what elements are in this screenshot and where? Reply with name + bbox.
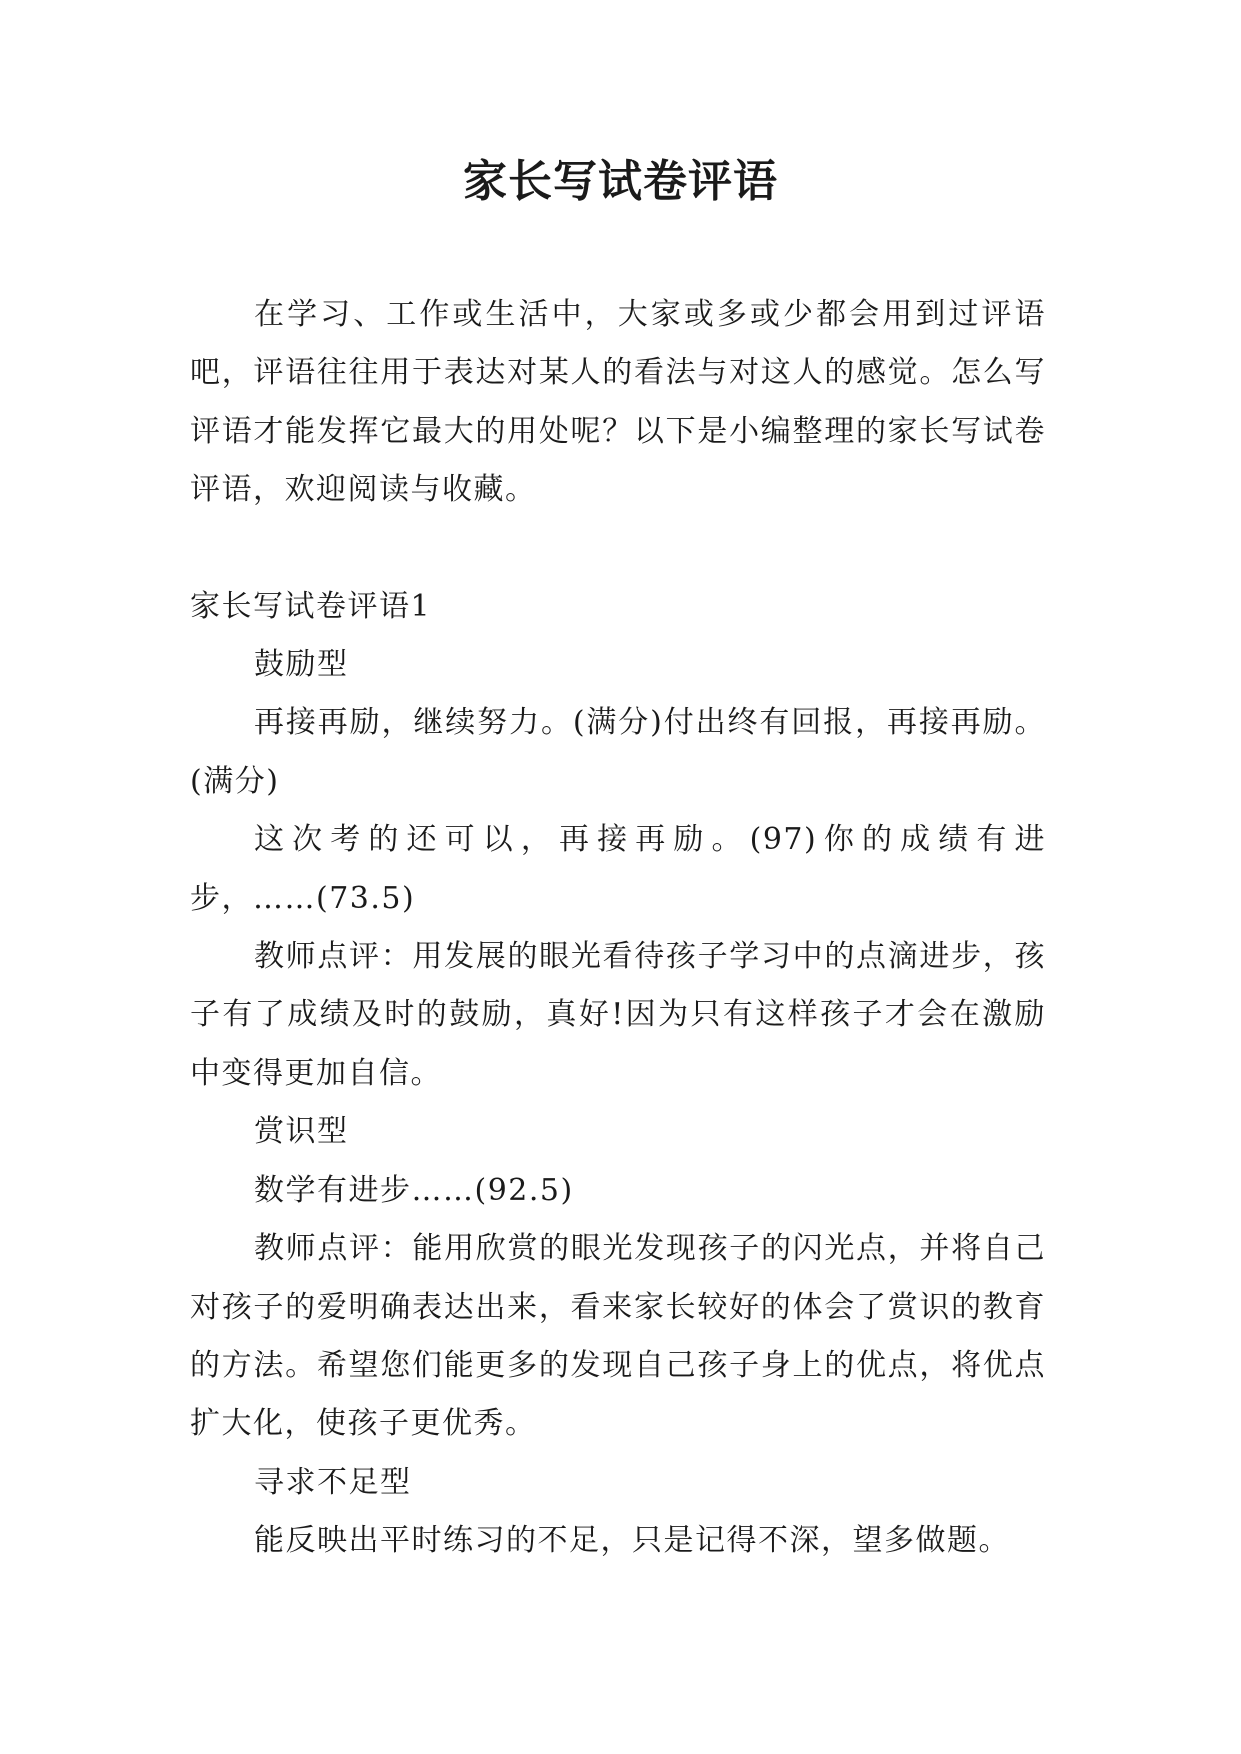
comment-paragraph: 再接再励，继续努力。(满分)付出终有回报，再接再励。(满分) <box>190 705 1046 799</box>
subheading-seeking-shortcomings: 寻求不足型 <box>254 1464 412 1500</box>
document-body <box>190 286 1046 1571</box>
section-heading: 家长写试卷评语1 <box>190 588 432 624</box>
teacher-review-paragraph: 教师点评：能用欣赏的眼光发现孩子的闪光点，并将自己对孩子的爱明确表达出来，看来家长较好的体会了赏识的教育的方法。希望您们能更多的发现自己孩子身上的优点，将优点扩大化，使孩子更优秀。 <box>190 1231 1046 1442</box>
teacher-review-paragraph: 教师点评：用发展的眼光看待孩子学习中的点滴进步，孩子有了成绩及时的鼓励，真好!因为只有这样孩子才会在激励中变得更加自信。 <box>190 939 1046 1091</box>
subheading-appreciation: 赏识型 <box>254 1114 349 1150</box>
comment-paragraph: 能反映出平时练习的不足，只是记得不深，望多做题。 <box>254 1523 1010 1559</box>
comment-paragraph: 数学有进步……(92.5) <box>254 1172 574 1208</box>
intro-paragraph: 在学习、工作或生活中，大家或多或少都会用到过评语吧，评语往往用于表达对某人的看法与对这人的感觉。怎么写评语才能发挥它最大的用处呢？以下是小编整理的家长写试卷评语，欢迎阅读与收藏。 <box>190 297 1046 508</box>
document-title: 家长写试卷评语 <box>463 156 778 207</box>
comment-paragraph: 这次考的还可以，再接再励。(97)你的成绩有进步，……(73.5) <box>190 822 1046 916</box>
subheading-encouragement: 鼓励型 <box>254 647 349 683</box>
